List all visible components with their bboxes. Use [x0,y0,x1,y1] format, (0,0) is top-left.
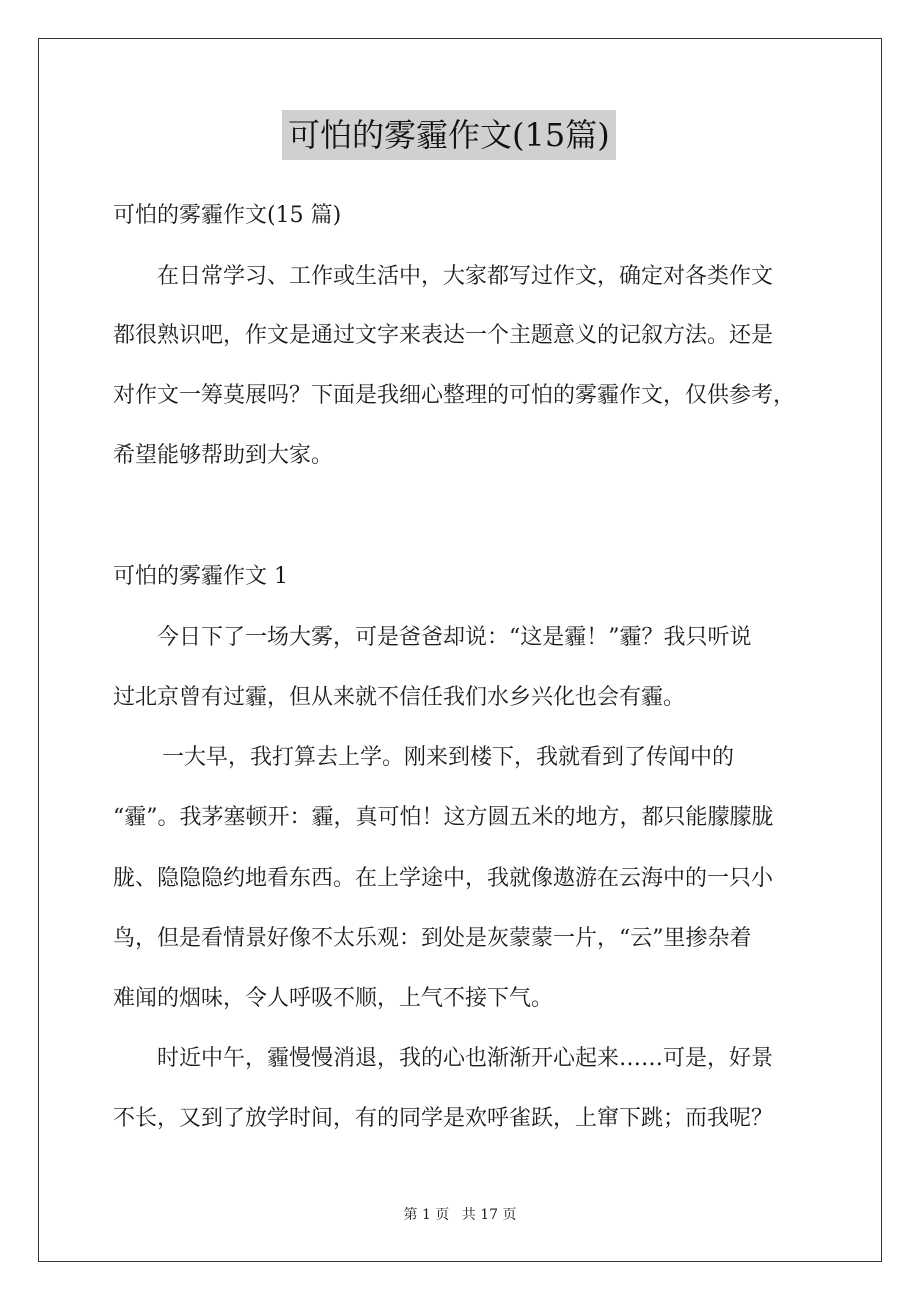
para2-line-4: 鸟，但是看情景好像不太乐观：到处是灰蒙蒙一片，“云”里掺杂着 [113,926,752,951]
intro-line-1: 在日常学习、工作或生活中，大家都写过作文，确定对各类作文 [157,264,774,289]
section-heading: 可怕的雾霾作文 1 [113,564,288,589]
para1-line-2: 过北京曾有过霾，但从来就不信任我们水乡兴化也会有霾。 [113,685,686,710]
para2-line-1: 一大早，我打算去上学。刚来到楼下，我就看到了传闻中的 [162,745,735,770]
intro-line-4: 希望能够帮助到大家。 [113,443,334,468]
para2-line-3: 胧、隐隐隐约地看东西。在上学途中，我就像遨游在云海中的一只小 [113,866,774,891]
document-subtitle: 可怕的雾霾作文(15 篇) [113,203,342,228]
para1-line-1: 今日下了一场大雾，可是爸爸却说：“这是霾！”霾？我只听说 [157,625,752,650]
para3-line-1: 时近中午，霾慢慢消退，我的心也渐渐开心起来……可是，好景 [157,1046,774,1071]
para2-line-5: 难闻的烟味，令人呼吸不顺，上气不接下气。 [113,986,554,1011]
page-footer [0,1206,920,1224]
para3-line-2: 不长，又到了放学时间，有的同学是欢呼雀跃，上窜下跳；而我呢？ [113,1106,774,1131]
intro-line-2: 都很熟识吧，作文是通过文字来表达一个主题意义的记叙方法。还是 [113,323,774,348]
page-total: 共 17 页 [461,1207,517,1223]
intro-line-3: 对作文一筹莫展吗？下面是我细心整理的可怕的雾霾作文，仅供参考， [113,383,796,408]
page-number: 第 1 页 [403,1207,450,1223]
document-title: 可怕的雾霾作文(15篇) [282,110,616,160]
para2-line-2: “霾”。我茅塞顿开：霾，真可怕！这方圆五米的地方，都只能朦朦胧 [113,805,774,830]
